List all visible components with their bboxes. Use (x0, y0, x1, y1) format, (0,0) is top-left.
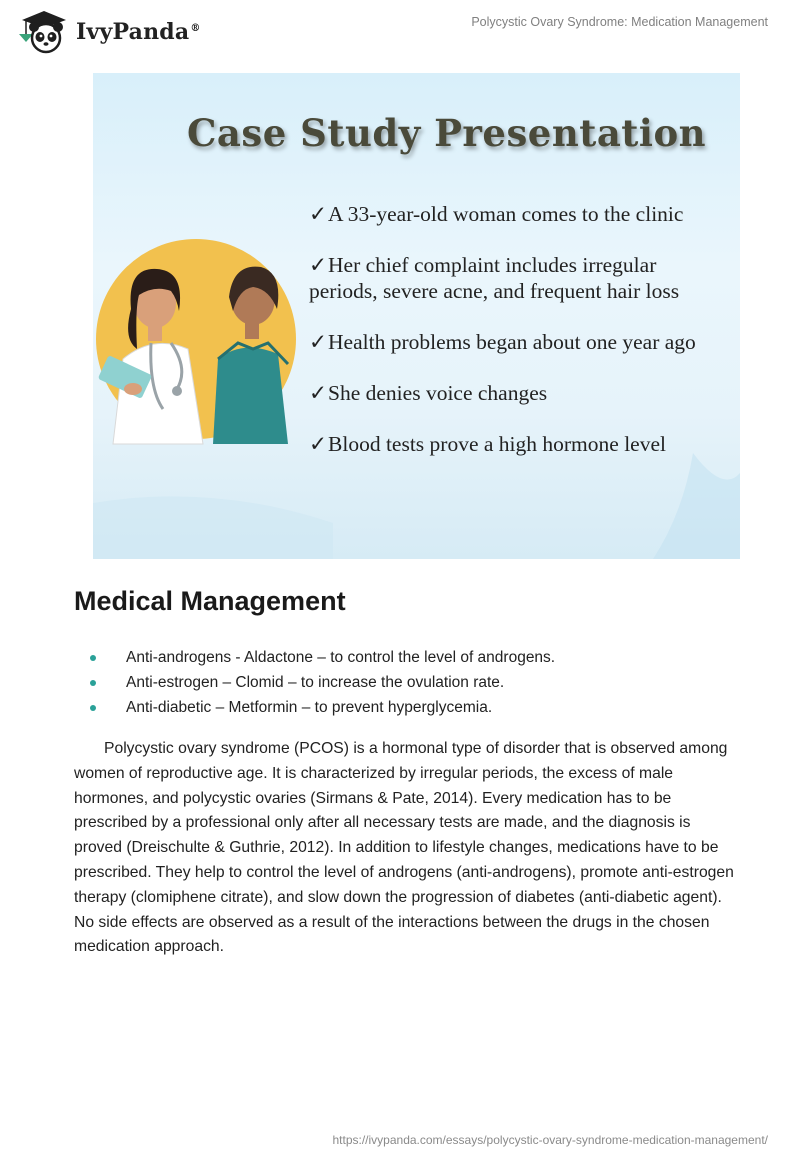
list-item: Anti-diabetic – Metformin – to prevent hyperglycemia. (74, 695, 555, 720)
slide-checklist-item-continued: periods, severe acne, and frequent hair loss (309, 279, 680, 303)
slide-checklist-item: ✓Her chief complaint includes irregular (309, 253, 657, 277)
case-study-slide-image (93, 73, 740, 559)
list-item: Anti-androgens - Aldactone – to control the level of androgens. (74, 645, 555, 670)
bullet-dot-icon (90, 680, 96, 686)
slide-title: Case Study Presentation (186, 111, 707, 155)
slide-checklist-item: ✓A 33-year-old woman comes to the clinic (309, 202, 684, 226)
list-item: Anti-estrogen – Clomid – to increase the ovulation rate. (74, 670, 555, 695)
bullet-dot-icon (90, 655, 96, 661)
bullet-dot-icon (90, 705, 96, 711)
body-paragraph: Polycystic ovary syndrome (PCOS) is a hormonal type of disorder that is observed among women of reproductive age. It is characterized by irregular periods, the excess of male hormones, and polycystic ovaries (Sirmans & Pate, 2014). Every medication has to be prescribed by a professional only after all necessary tests are made, and the diagnosis is proved (Dreischulte & Guthrie, 2012). In addition to lifestyle changes, medications have to be prescribed. They help to control the level of androgens (anti-androgens), promote anti-estrogen therapy (clomiphene citrate), and slow down the progression of diabetes (anti-diabetic agent). No side effects are observed as a result of the interactions between the drugs in the chosen medication approach. (74, 740, 734, 956)
slide-checklist-item: ✓Blood tests prove a high hormone level (309, 432, 666, 456)
medication-list (74, 645, 555, 720)
logo[interactable] (16, 8, 201, 56)
slide-checklist-item: ✓Health problems began about one year ago (309, 330, 696, 354)
doctor-patient-illustration (93, 239, 303, 449)
section-heading: Medical Management (74, 586, 346, 616)
page-header (0, 0, 800, 60)
document-title: Polycystic Ovary Syndrome: Medication Management (471, 15, 768, 29)
source-url-link[interactable]: https://ivypanda.com/essays/polycystic-ovary-syndrome-medication-management/ (332, 1133, 768, 1147)
panda-logo-icon (16, 8, 72, 56)
slide-checklist (309, 201, 696, 482)
logo-text: IvyPanda® (76, 19, 201, 45)
slide-checklist-item: ✓She denies voice changes (309, 381, 548, 405)
